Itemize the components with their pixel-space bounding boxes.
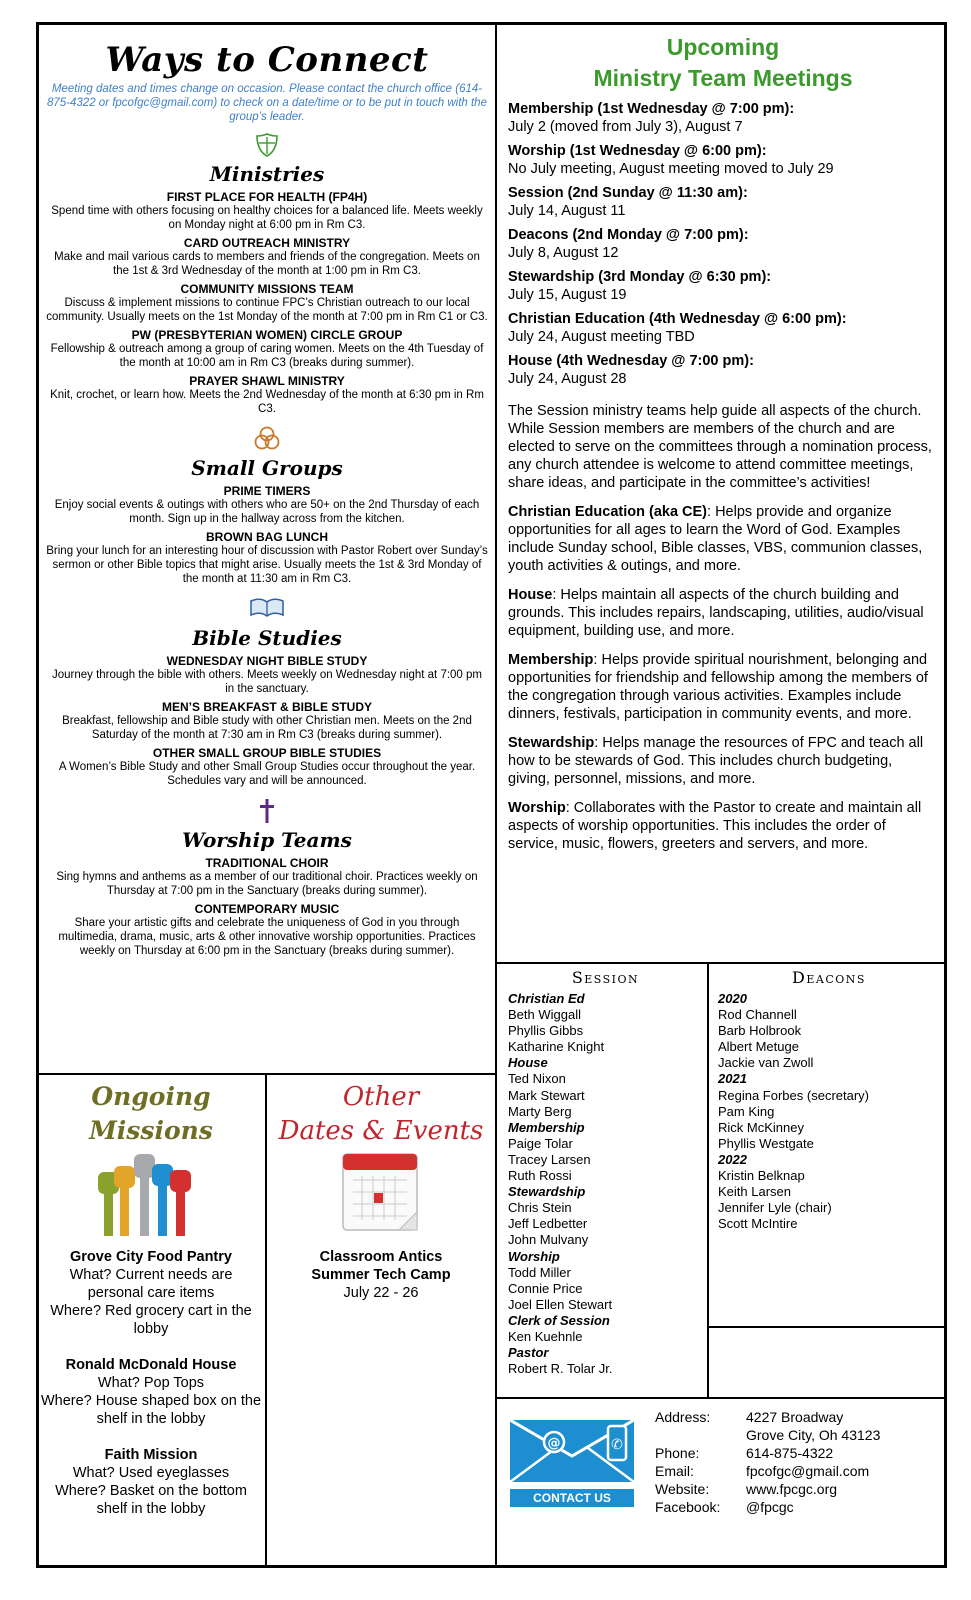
team-description [508, 503, 938, 575]
team-title: CONTEMPORARY MUSIC [194, 902, 340, 916]
study-title: OTHER SMALL GROUP BIBLE STUDIES [152, 746, 382, 760]
team-label: Membership [508, 652, 594, 668]
roster-name: Kristin Belknap [718, 1168, 805, 1184]
meeting-dates: July 2 (moved from July 3), August 7 [508, 119, 743, 135]
roster-name: Ruth Rossi [508, 1168, 572, 1184]
envelope-phone-icon [510, 1420, 634, 1482]
mission-what: What? Current needs are personal care items [69, 1267, 233, 1301]
roster-name: Joel Ellen Stewart [508, 1296, 613, 1312]
column-divider [495, 22, 497, 1568]
event-date: July 22 - 26 [343, 1285, 419, 1301]
event-name-line1: Classroom Antics [319, 1249, 443, 1265]
team-label: Stewardship [508, 735, 595, 751]
svg-text:✆: ✆ [611, 1437, 623, 1453]
bottom-divider [265, 1073, 267, 1568]
roster-name: Rick McKinney [718, 1119, 804, 1135]
study-desc: A Women’s Bible Study and other Small Group Studies occur throughout the year. Schedules vary and will be announced. [58, 761, 476, 787]
meetings-panel [508, 32, 938, 853]
roster-name: Jeff Ledbetter [508, 1216, 588, 1232]
roster-subheading: 2020 [718, 991, 747, 1006]
roster-name: John Mulvany [508, 1232, 589, 1248]
facebook-link[interactable]: @fpcgc [746, 1499, 794, 1515]
roster-name: Todd Miller [508, 1264, 571, 1280]
address-line1: 4227 Broadway [746, 1409, 844, 1425]
meetings-title-line1: Upcoming [666, 34, 780, 60]
meetings-list [508, 100, 938, 388]
roster-name: Jackie van Zwoll [718, 1055, 814, 1071]
team-label: Worship [508, 800, 566, 816]
deacons-roster [718, 968, 940, 1232]
team-description [508, 799, 938, 853]
address-line2: Grove City, Oh 43123 [746, 1427, 881, 1443]
contact-row [655, 1498, 940, 1516]
svg-text:@: @ [547, 1436, 561, 1451]
other-events [270, 1080, 492, 1302]
ministry-title: PRAYER SHAWL MINISTRY [189, 374, 345, 388]
team-text: : Collaborates with the Pastor to create and maintain all aspects of worship opportunities. This includes the order of service, music, flowers, greeters and servers, and more. [508, 800, 922, 852]
roster-name: Paige Tolar [508, 1135, 573, 1151]
roster-name: Regina Forbes (secretary) [718, 1087, 869, 1103]
contact-panel [508, 1408, 940, 1563]
missions-title-line1: Ongoing [91, 1082, 211, 1111]
team-desc: Share your artistic gifts and celebrate the uniqueness of God in you through multimedia, drama, music, arts & other innovative worship opportunities. Practices weekly on Thursday at 6:00 pm in the Sanctuary (breaks during summer). [58, 917, 476, 957]
roster-name: Ken Kuehnle [508, 1328, 583, 1344]
team-description [508, 651, 938, 723]
team-description [508, 586, 938, 640]
roster-name: Rod Channell [718, 1007, 797, 1023]
page-title: Ways to Connect [105, 40, 429, 80]
session-list [508, 991, 703, 1377]
roster-name: Scott McIntire [718, 1216, 798, 1232]
meeting-item [508, 352, 938, 388]
roster-name: Phyllis Gibbs [508, 1023, 584, 1039]
ongoing-missions [40, 1080, 262, 1518]
events-title-line1: Other [342, 1082, 420, 1112]
bible-studies-heading: Bible Studies [192, 626, 342, 650]
ministry-desc: Fellowship & outreach among a group of caring women. Meets on the 4th Tuesday of the month at 10:00 am in Rm C3 (breaks during summer). [50, 343, 484, 369]
roster-subheading: Membership [508, 1119, 585, 1135]
mission-name: Ronald McDonald House [65, 1357, 237, 1373]
study-desc: Journey through the bible with others. Meets weekly on Wednesday night at 7:00 pm in the sanctuary. [51, 669, 482, 695]
roster-subheading: 2022 [718, 1151, 747, 1167]
contact-top-divider [496, 1397, 947, 1399]
contact-us-button[interactable]: CONTACT US [510, 1489, 634, 1507]
open-bible-icon [46, 596, 488, 622]
contact-row [655, 1444, 940, 1462]
mission-what: What? Used eyeglasses [72, 1465, 230, 1481]
small-groups-list [46, 484, 488, 586]
meeting-item [508, 142, 938, 178]
meeting-dates: July 8, August 12 [508, 245, 619, 261]
contact-details [655, 1408, 940, 1516]
roster-name: Albert Metuge [718, 1039, 799, 1055]
group-title: BROWN BAG LUNCH [206, 530, 328, 544]
ministry-title: COMMUNITY MISSIONS TEAM [180, 282, 354, 296]
mission-where: Where? House shaped box on the shelf in the lobby [40, 1393, 262, 1427]
mission-where: Where? Basket on the bottom shelf in the lobby [55, 1483, 247, 1517]
cross-shield-icon [46, 132, 488, 158]
small-groups-heading: Small Groups [191, 456, 343, 480]
meeting-item [508, 310, 938, 346]
team-text: : Helps manage the resources of FPC and teach all how to be stewards of God. This includes church budgeting, giving, personnel, missions, and more. [508, 735, 924, 787]
meeting-item [508, 100, 938, 136]
meeting-name: Membership (1st Wednesday @ 7:00 pm): [508, 101, 795, 117]
roster-name: Phyllis Westgate [718, 1135, 814, 1151]
meeting-name: Christian Education (4th Wednesday @ 6:00 pm): [508, 311, 847, 327]
mission-name: Faith Mission [104, 1447, 198, 1463]
deacons-heading: Deacons [792, 968, 866, 987]
team-description [508, 734, 938, 788]
helping-hands-icon [40, 1150, 262, 1242]
ministries-heading: Ministries [209, 162, 325, 186]
team-text: : Helps provide spiritual nourishment, belonging and opportunities for friendship and fellowship among the members of the congregation through various activities. Examples include dinners, festivals, participation in community events, and more. [508, 652, 928, 722]
study-desc: Breakfast, fellowship and Bible study with other Christian men. Meets on the 2nd Saturday of the month at 7:30 am in Rm C3 (breaks during summer). [62, 715, 472, 741]
events-title-line2: Dates & Events [278, 1116, 484, 1146]
mission-item [40, 1356, 262, 1428]
study-title: MEN’S BREAKFAST & BIBLE STUDY [161, 700, 372, 714]
meeting-name: Deacons (2nd Monday @ 7:00 pm): [508, 227, 749, 243]
meeting-name: House (4th Wednesday @ 7:00 pm): [508, 353, 754, 369]
roster-subheading: Clerk of Session [508, 1312, 610, 1328]
ministry-desc: Make and mail various cards to members and friends of the congregation. Meets on the 1st & 3rd Wednesday of the month at 1:00 pm in Rm C3. [54, 251, 480, 277]
meeting-dates: July 24, August 28 [508, 371, 627, 387]
cross-icon [46, 798, 488, 824]
event-item [270, 1248, 492, 1302]
ministry-title: FIRST PLACE FOR HEALTH (FP4H) [166, 190, 368, 204]
group-desc: Enjoy social events & outings with others who are 50+ on the 2nd Thursday of each month. Sign up in the hallway across from the kitchen. [54, 499, 480, 525]
roster-name: Robert R. Tolar Jr. [508, 1361, 613, 1377]
ways-to-connect [46, 40, 488, 958]
roster-name: Chris Stein [508, 1200, 572, 1216]
group-desc: Bring your lunch for an interesting hour of discussion with Pastor Robert over Sunday’s sermon or other Bible topics that might arise. Usually meets the 1st & 3rd Monday of the month at 11:30 am in Rm C3. [46, 545, 488, 585]
ministry-desc: Discuss & implement missions to continue FPC’s Christian outreach to our local community. Usually meets on the 1st Monday of the month at 7:00 pm in Rm C1 or C3. [46, 297, 488, 323]
meeting-dates: July 14, August 11 [508, 203, 626, 219]
meeting-item [508, 268, 938, 304]
roster-name: Marty Berg [508, 1103, 572, 1119]
deacons-bottom-divider [707, 1326, 947, 1328]
contact-label: Website: [655, 1481, 710, 1497]
roster-subheading: Worship [508, 1248, 560, 1264]
missions-title-line2: Missions [89, 1116, 213, 1145]
roster-name: Tracey Larsen [508, 1151, 591, 1167]
roster-name: Ted Nixon [508, 1071, 566, 1087]
mission-name: Grove City Food Pantry [70, 1249, 232, 1265]
contact-label: Email: [655, 1463, 694, 1479]
ministry-title: PW (PRESBYTERIAN WOMEN) CIRCLE GROUP [131, 328, 403, 342]
meeting-dates: July 15, August 19 [508, 287, 627, 303]
ministry-desc: Spend time with others focusing on healthy choices for a balanced life. Meets weekly on Monday night at 6:00 pm in Rm C3. [51, 205, 483, 231]
mission-where: Where? Red grocery cart in the lobby [50, 1303, 252, 1337]
calendar-icon [270, 1150, 492, 1242]
meeting-item [508, 184, 938, 220]
session-intro: The Session ministry teams help guide all aspects of the church. While Session members are members of the church and are elected to serve on the committees through a nomination process, any church attendee is welcome to attend committee meetings, share ideas, and participate in the committee’s activities! [508, 403, 932, 491]
team-desc: Sing hymns and anthems as a member of our traditional choir. Practices weekly on Thursday at 7:00 pm in the Sanctuary (breaks during summer). [56, 871, 478, 897]
roster-divider [707, 962, 709, 1398]
meeting-name: Worship (1st Wednesday @ 6:00 pm): [508, 143, 767, 159]
roster-name: Beth Wiggall [508, 1007, 581, 1023]
bible-studies-list [46, 654, 488, 788]
contact-label: Phone: [655, 1445, 700, 1461]
meeting-dates: July 24, August meeting TBD [508, 329, 695, 345]
worship-teams-heading: Worship Teams [182, 828, 352, 852]
worship-teams-list [46, 856, 488, 958]
session-roster [508, 968, 703, 1377]
meeting-dates: No July meeting, August meeting moved to July 29 [508, 161, 834, 177]
roster-subheading: Pastor [508, 1345, 549, 1361]
meetings-title-line2: Ministry Team Meetings [593, 65, 853, 91]
mission-item [40, 1248, 262, 1338]
contact-note: Meeting dates and times change on occasion. Please contact the church office (614-875-4322 or fpcofgc@gmail.com) to check on a date/time or to be put in touch with the group’s leader. [47, 83, 487, 123]
contact-row [655, 1426, 940, 1444]
ministry-desc: Knit, crochet, or learn how. Meets the 2nd Wednesday of the month at 6:30 pm in Rm C3. [50, 389, 484, 415]
roster-name: Barb Holbrook [718, 1023, 802, 1039]
team-label: Christian Education (aka CE) [508, 504, 708, 520]
roster-name: Mark Stewart [508, 1087, 585, 1103]
meeting-item [508, 226, 938, 262]
contact-label: Address: [655, 1409, 711, 1425]
meeting-name: Session (2nd Sunday @ 11:30 am): [508, 185, 748, 201]
team-label: House [508, 587, 553, 603]
team-title: TRADITIONAL CHOIR [205, 856, 329, 870]
roster-subheading: Christian Ed [508, 991, 585, 1006]
session-heading: Session [571, 968, 640, 987]
roster-name: Keith Larsen [718, 1184, 791, 1200]
email-link[interactable]: fpcofgc@gmail.com [746, 1463, 870, 1479]
roster-name: Jennifer Lyle (chair) [718, 1200, 832, 1216]
contact-label: Facebook: [655, 1499, 721, 1515]
roster-subheading: 2021 [718, 1071, 747, 1087]
website-link[interactable]: www.fpcgc.org [746, 1481, 838, 1497]
roster-name: Katharine Knight [508, 1039, 605, 1055]
roster-name: Connie Price [508, 1280, 583, 1296]
event-name-line2: Summer Tech Camp [311, 1267, 451, 1283]
roster-top-divider [496, 962, 947, 964]
contact-row [655, 1480, 940, 1498]
study-title: WEDNESDAY NIGHT BIBLE STUDY [166, 654, 368, 668]
team-text: : Helps maintain all aspects of the church building and grounds. This includes repairs, landscaping, utilities, audio/visual equipment, building use, and more. [508, 587, 924, 639]
mission-item [40, 1446, 262, 1518]
meeting-name: Stewardship (3rd Monday @ 6:30 pm): [508, 269, 772, 285]
contact-row [655, 1408, 940, 1426]
deacons-list [718, 991, 940, 1232]
team-text: : Helps provide and organize opportunities for all ages to learn the Word of God. Examples include Sunday school, Bible classes, VBS, communion classes, youth activities & outings, and more. [508, 504, 923, 574]
ministry-title: CARD OUTREACH MINISTRY [183, 236, 351, 250]
three-rings-icon [46, 426, 488, 452]
contact-graphic[interactable] [510, 1420, 634, 1505]
roster-name: Pam King [718, 1103, 775, 1119]
roster-subheading: House [508, 1055, 548, 1071]
contact-row [655, 1462, 940, 1480]
mission-what: What? Pop Tops [97, 1375, 205, 1391]
roster-subheading: Stewardship [508, 1184, 586, 1200]
group-title: PRIME TIMERS [223, 484, 311, 498]
phone-value[interactable]: 614-875-4322 [746, 1445, 834, 1461]
ministries-list [46, 190, 488, 416]
